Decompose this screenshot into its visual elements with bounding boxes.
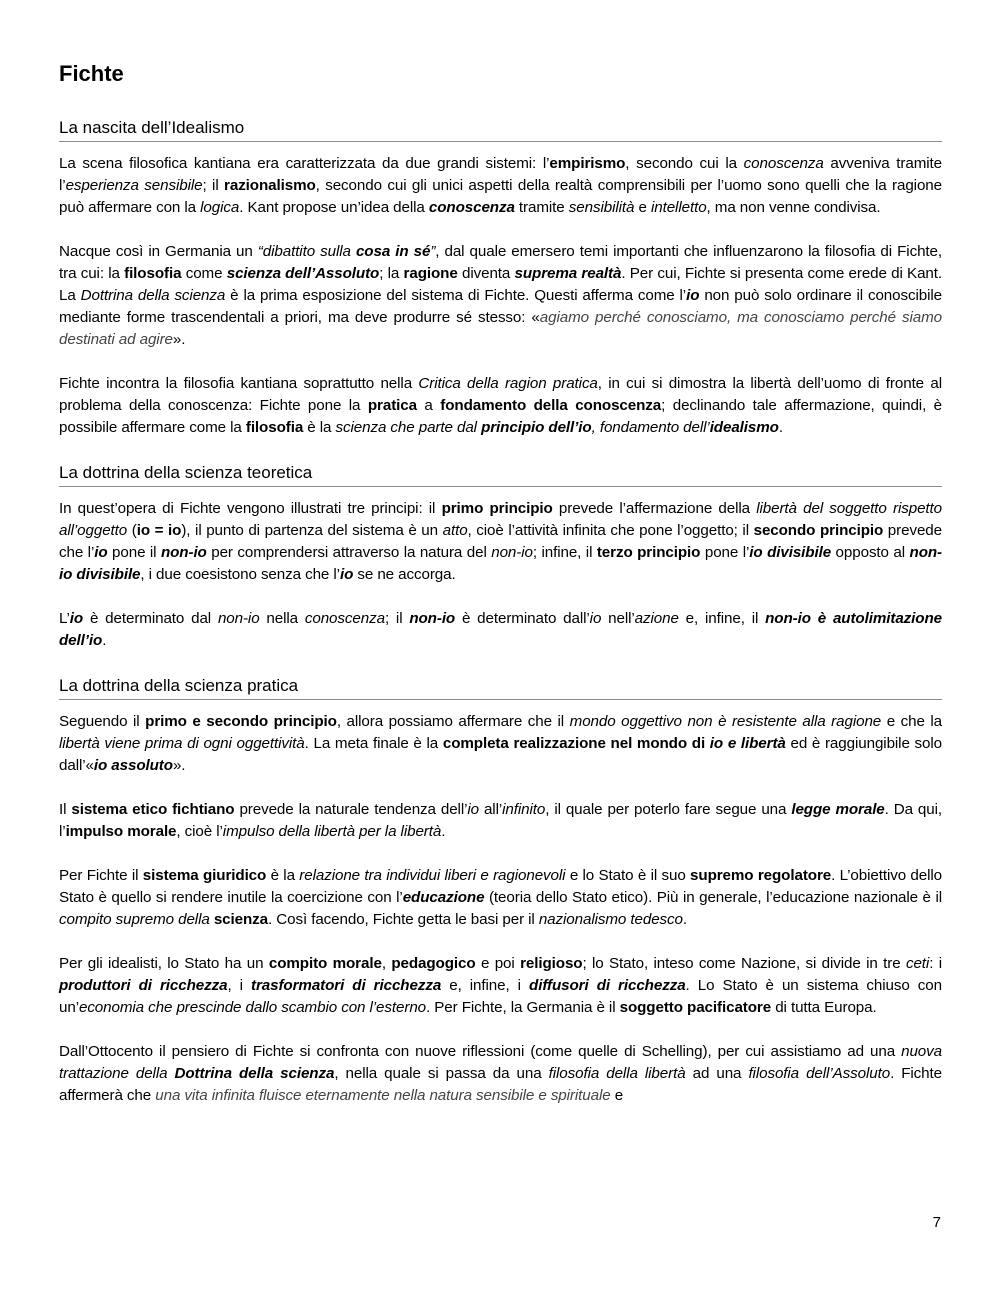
text-run: ( — [127, 522, 137, 539]
text-run: diventa — [457, 265, 515, 282]
text-run: relazione tra individui liberi e ragionevoli — [299, 867, 566, 884]
text-run: ». — [172, 757, 186, 774]
section-heading: La dottrina della scienza pratica — [59, 674, 942, 700]
text-run: Dall’Ottocento il pensiero di Fichte si confronta con nuove riflessioni (come quelle di Schelling), per cui assistiamo ad una — [59, 1043, 902, 1060]
text-run: ; declinando tale affermazione, quindi, è possibile affermare come la — [59, 397, 943, 436]
emphasis-text: io e libertà — [709, 735, 786, 752]
emphasis-text: diffusori di ricchezza — [529, 977, 686, 994]
text-run: ), il punto di partenza del sistema è un — [181, 522, 443, 539]
emphasis-text: supremo regolatore — [690, 867, 832, 884]
text-run: io — [467, 801, 479, 818]
text-run: Nacque così in Germania un — [59, 243, 258, 260]
text-run: Per Fichte il — [59, 867, 143, 884]
text-run: ceti — [905, 955, 930, 972]
text-run: prevede la naturale tendenza dell’ — [234, 801, 468, 818]
text-run: economia che prescinde dallo scambio con l’esterno — [78, 999, 427, 1016]
text-run: Dottrina della scienza — [80, 287, 226, 304]
text-run: è la — [266, 867, 300, 884]
emphasis-text: filosofia — [245, 419, 304, 436]
text-run: , allora possiamo affermare che il — [336, 713, 570, 730]
emphasis-text: filosofia — [124, 265, 182, 282]
section — [59, 116, 942, 439]
emphasis-text: non-io è autolimitazione dell’io — [59, 610, 942, 649]
emphasis-text: religioso — [520, 955, 583, 972]
emphasis-text: impulso morale — [65, 823, 177, 840]
emphasis-text: educazione — [402, 889, 485, 906]
text-run: prevede che l’ — [59, 522, 942, 561]
paragraph — [59, 608, 942, 652]
text-run: . Così facendo, Fichte getta le basi per il — [268, 911, 539, 928]
emphasis-text: terzo principio — [596, 544, 701, 561]
text-run: per comprendersi attraverso la natura del — [206, 544, 492, 561]
text-run: e — [634, 199, 651, 216]
emphasis-text: pratica — [367, 397, 417, 414]
text-run: come — [181, 265, 227, 282]
quote-text: una vita infinita fluisce eternamente nella natura sensibile e spirituale — [155, 1087, 611, 1104]
text-run: , cioè l’ — [176, 823, 223, 840]
text-run: e, infine, il — [678, 610, 766, 627]
paragraph — [59, 953, 942, 1019]
text-run: nell’ — [601, 610, 635, 627]
text-run: è determinato dall’ — [455, 610, 590, 627]
paragraph — [59, 373, 942, 439]
text-run: Seguendo il — [59, 713, 146, 730]
text-run: , secondo cui gli unici aspetti della realtà comprensibili per l’uomo sono quelli che la ragione può affermare con la — [59, 177, 942, 216]
text-run: . Per Fichte, la Germania è il — [426, 999, 620, 1016]
text-run: “dibattito sulla — [257, 243, 356, 260]
text-run: e — [610, 1087, 624, 1104]
text-run: , cioè l’attività infinita che pone l’oggetto; il — [467, 522, 754, 539]
emphasis-text: conoscenza — [428, 199, 515, 216]
text-run: conoscenza — [743, 155, 824, 172]
text-run: sensibilità — [568, 199, 635, 216]
emphasis-text: io divisibile — [749, 544, 832, 561]
paragraph — [59, 865, 942, 931]
page-content — [59, 58, 942, 1107]
text-run: conoscenza — [304, 610, 385, 627]
emphasis-text: ragione — [403, 265, 458, 282]
text-run: Il — [59, 801, 72, 818]
text-run: non può solo ordinare il conoscibile mediante forme trascendentali a priori, ma deve produrre sé stesso: « — [59, 287, 942, 326]
emphasis-text: principio dell’io — [481, 419, 592, 436]
emphasis-text: primo e secondo principio — [145, 713, 337, 730]
text-run: , dal quale emersero temi importanti che influenzarono la filosofia di Fichte, tra cui: la — [59, 243, 943, 282]
text-run: è la prima esposizione del sistema di Fichte. Questi afferma come l’ — [225, 287, 687, 304]
emphasis-text: io — [339, 566, 354, 583]
text-run: non-io — [217, 610, 260, 627]
emphasis-text: scienza dell’Assoluto — [226, 265, 380, 282]
emphasis-text: non-io — [160, 544, 207, 561]
emphasis-text: Dottrina della scienza — [174, 1065, 335, 1082]
section-heading: La nascita dell’Idealismo — [59, 116, 942, 142]
emphasis-text: io — [94, 544, 108, 561]
emphasis-text: io — [69, 610, 84, 627]
text-run: ad una — [685, 1065, 749, 1082]
text-run: , — [381, 955, 392, 972]
paragraph — [59, 1041, 942, 1107]
text-run: ; il — [202, 177, 225, 194]
text-run: non-io — [491, 544, 533, 561]
text-run: avveniva tramite l’ — [59, 155, 942, 194]
section — [59, 461, 942, 652]
text-run: logica — [200, 199, 240, 216]
text-run: nazionalismo tedesco — [538, 911, 683, 928]
paragraph — [59, 711, 942, 777]
text-run: , ma non venne condivisa. — [706, 199, 881, 216]
text-run: Fichte incontra la filosofia kantiana soprattutto nella — [59, 375, 419, 392]
text-run: . — [778, 419, 783, 436]
emphasis-text: sistema etico fichtiano — [71, 801, 235, 818]
text-run: ed è raggiungibile solo dall’« — [59, 735, 942, 774]
emphasis-text: completa realizzazione nel mondo di — [442, 735, 710, 752]
section-heading: La dottrina della scienza teoretica — [59, 461, 942, 487]
paragraph — [59, 153, 942, 219]
text-run: In quest’opera di Fichte vengono illustrati tre principi: il — [59, 500, 442, 517]
text-run: tramite — [514, 199, 569, 216]
text-run: . — [441, 823, 446, 840]
emphasis-text: non-io divisibile — [59, 544, 943, 583]
text-run: pone l’ — [700, 544, 750, 561]
text-run: e, infine, i — [441, 977, 530, 994]
section — [59, 674, 942, 1107]
emphasis-text: trasformatori di ricchezza — [251, 977, 442, 994]
text-run: infinito — [502, 801, 546, 818]
text-run: pone il — [107, 544, 161, 561]
text-run: , i — [227, 977, 252, 994]
text-run: , i due coesistono senza che l’ — [140, 566, 340, 583]
emphasis-text: pedagogico — [391, 955, 476, 972]
text-run: io — [589, 610, 602, 627]
text-run: è determinato dal — [83, 610, 218, 627]
emphasis-text: soggetto pacificatore — [619, 999, 772, 1016]
emphasis-text: cosa in sé — [355, 243, 431, 260]
text-run: all’ — [479, 801, 503, 818]
emphasis-text: sistema giuridico — [142, 867, 267, 884]
text-run: ; lo Stato, inteso come Nazione, si divide in tre — [582, 955, 906, 972]
text-run: . L’obiettivo dello Stato è quello si rendere inutile la coercizione con l’ — [59, 867, 943, 906]
emphasis-text: razionalismo — [224, 177, 316, 194]
emphasis-text: fondamento della conoscenza — [440, 397, 662, 414]
text-run: . Fichte affermerà che — [59, 1065, 942, 1104]
text-run: prevede l’affermazione della — [552, 500, 757, 517]
emphasis-text: idealismo — [709, 419, 779, 436]
text-run: nuova trattazione della — [59, 1043, 942, 1082]
text-run: ; la — [379, 265, 404, 282]
text-run: Per gli idealisti, lo Stato ha un — [59, 955, 269, 972]
text-run: e poi — [475, 955, 521, 972]
emphasis-text: io — [686, 287, 700, 304]
text-run: . Da qui, l’ — [59, 801, 943, 840]
text-run: se ne accorga. — [353, 566, 456, 583]
text-run: mondo oggettivo non è resistente alla ragione — [569, 713, 882, 730]
text-run: atto — [442, 522, 468, 539]
emphasis-text: empirismo — [549, 155, 626, 172]
text-run: . Lo Stato è un sistema chiuso con un’ — [59, 977, 942, 1016]
emphasis-text: produttori di ricchezza — [59, 977, 228, 994]
emphasis-text: secondo principio — [753, 522, 884, 539]
text-run: impulso della libertà per la libertà — [222, 823, 442, 840]
page-title: Fichte — [59, 61, 124, 86]
text-run: di tutta Europa. — [771, 999, 877, 1016]
text-run: libertà del soggetto rispetto all’oggetto — [59, 500, 942, 539]
text-run: , secondo cui la — [625, 155, 744, 172]
emphasis-text: suprema realtà — [514, 265, 622, 282]
emphasis-text: io assoluto — [93, 757, 173, 774]
emphasis-text: compito morale — [268, 955, 382, 972]
text-run: filosofia dell’Assoluto — [748, 1065, 891, 1082]
text-run: azione — [634, 610, 679, 627]
paragraph — [59, 799, 942, 843]
text-run: è la — [303, 419, 336, 436]
text-run: , in cui si dimostra la libertà dell’uomo di fronte al problema della conoscenza: Fichte pone la — [59, 375, 942, 414]
sections-container — [59, 116, 942, 1107]
text-run: (teoria dello Stato etico). Più in generale, l’educazione nazionale è il — [484, 889, 943, 906]
text-run: La scena filosofica kantiana era caratterizzata da due grandi sistemi: l’ — [59, 155, 550, 172]
page-number: 7 — [932, 1214, 941, 1231]
text-run: opposto al — [831, 544, 910, 561]
text-run: Critica della ragion pratica — [418, 375, 598, 392]
text-run: , il quale per poterlo fare segue una — [545, 801, 792, 818]
text-run: scienza che parte dal — [335, 419, 482, 436]
text-run: . Per cui, Fichte si presenta come erede di Kant. La — [59, 265, 943, 304]
text-run: a — [416, 397, 441, 414]
text-run: nella — [259, 610, 305, 627]
text-run: e che la — [881, 713, 943, 730]
text-run: e lo Stato è il suo — [565, 867, 691, 884]
paragraph — [59, 498, 942, 586]
text-run: ” — [430, 243, 436, 260]
emphasis-text: legge morale — [791, 801, 885, 818]
paragraph — [59, 241, 942, 351]
text-run: esperienza sensibile — [65, 177, 203, 194]
emphasis-text: non-io — [409, 610, 456, 627]
text-run: intelletto — [650, 199, 707, 216]
text-run: , nella quale si passa da una — [334, 1065, 549, 1082]
text-run: . Kant propose un’idea della — [239, 199, 429, 216]
text-run: . La meta finale è la — [304, 735, 443, 752]
text-run: ». — [172, 331, 186, 348]
text-run: compito supremo della — [59, 911, 214, 928]
text-run: libertà viene prima di ogni oggettività — [59, 735, 305, 752]
emphasis-text: scienza — [213, 911, 269, 928]
emphasis-text: io = io — [136, 522, 182, 539]
text-run: ; il — [384, 610, 410, 627]
text-run: L’ — [59, 610, 70, 627]
text-run: , fondamento dell’ — [591, 419, 710, 436]
text-run: . — [102, 632, 107, 649]
text-run: filosofia della libertà — [548, 1065, 686, 1082]
text-run: ; infine, il — [532, 544, 597, 561]
text-run: . — [682, 911, 688, 928]
quote-text: agiamo perché conosciamo, ma conosciamo perché siamo destinati ad agire — [59, 309, 942, 348]
text-run: : i — [929, 955, 942, 972]
emphasis-text: primo principio — [441, 500, 553, 517]
